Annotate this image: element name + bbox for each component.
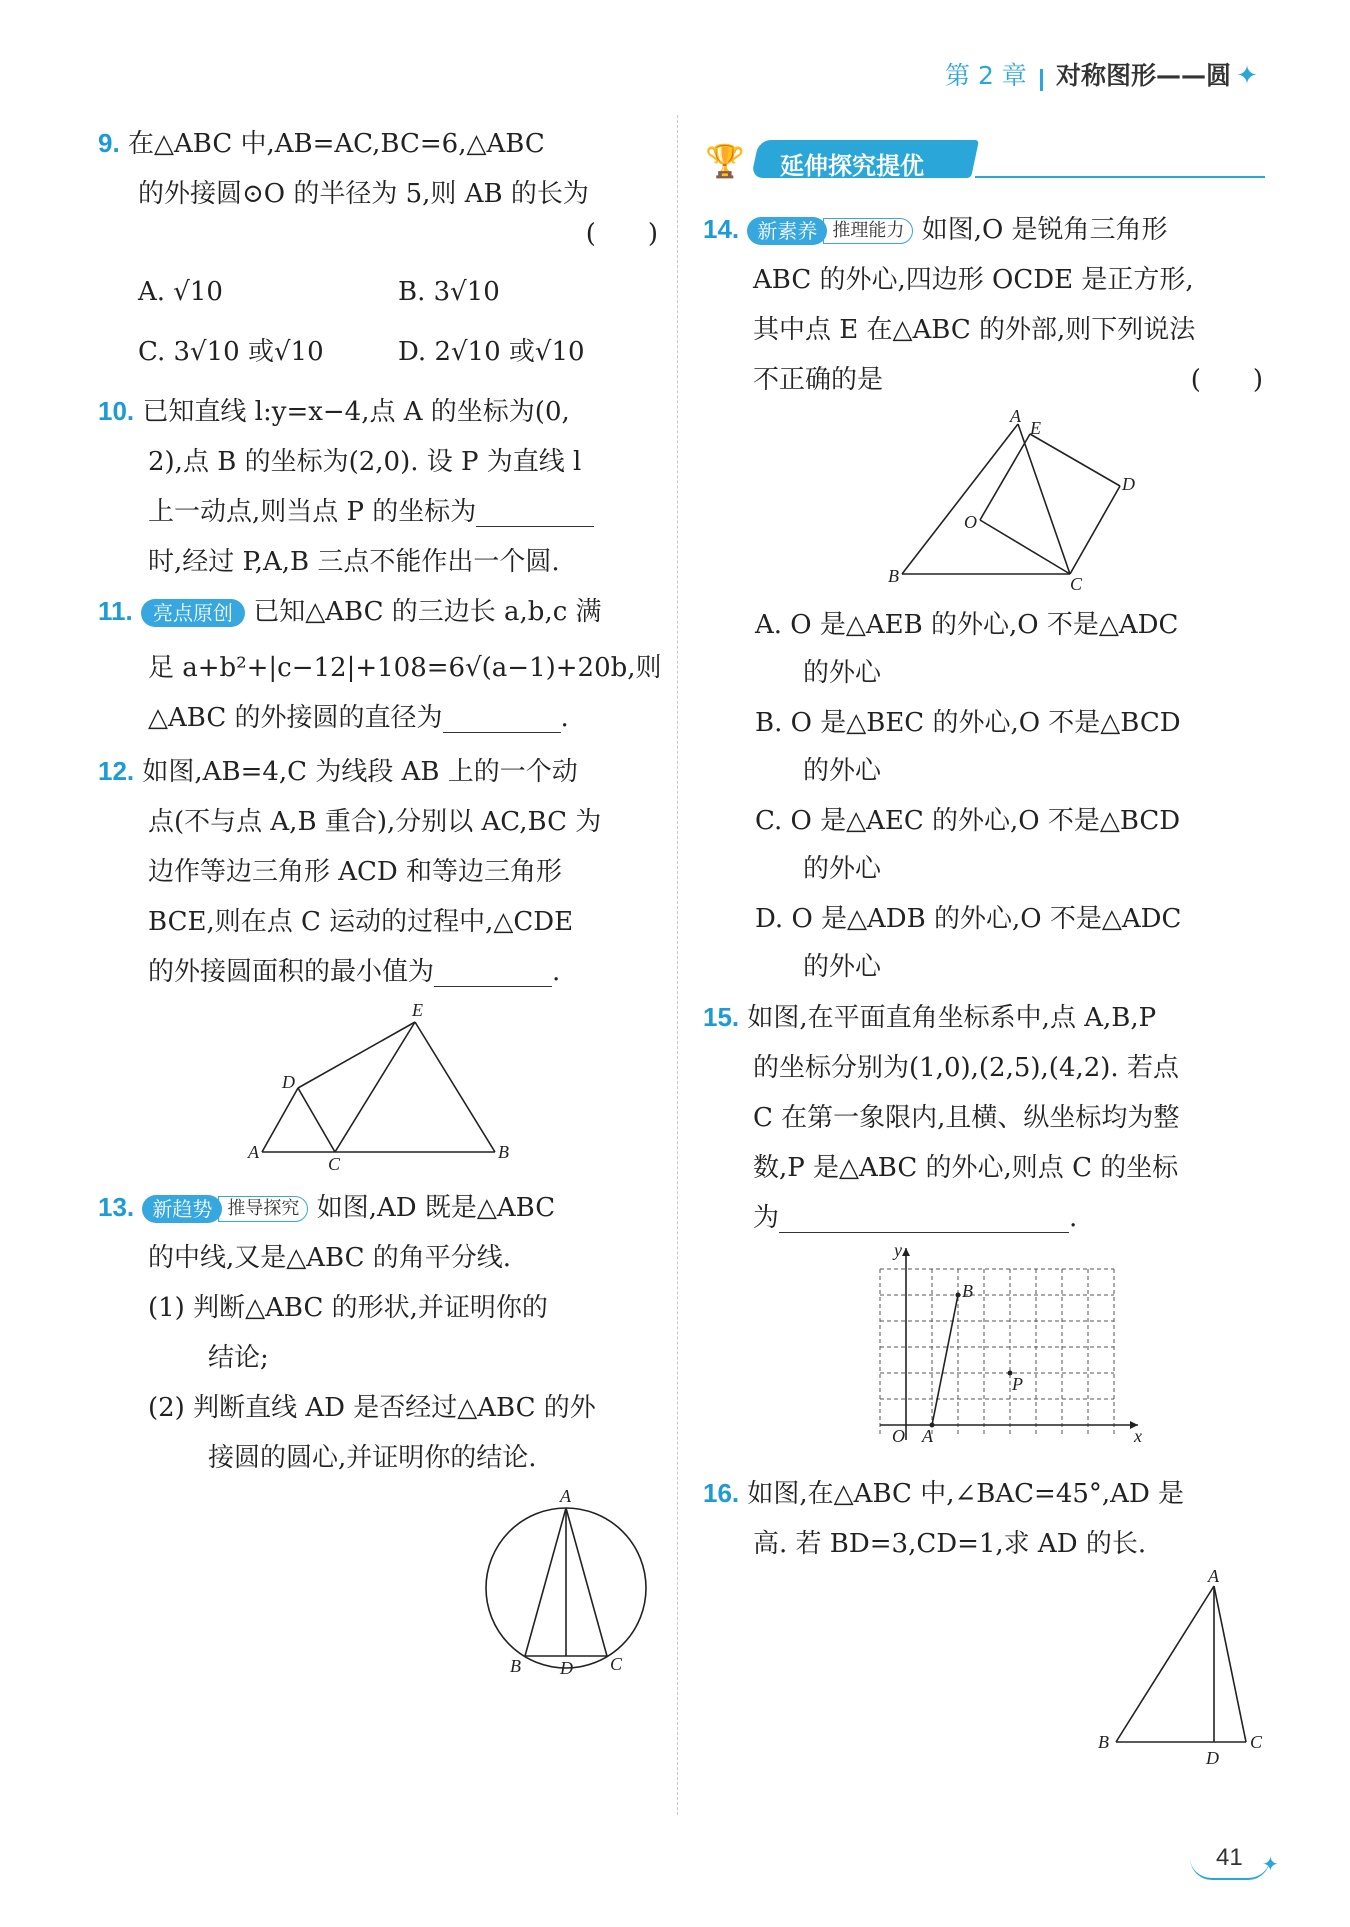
segment-de bbox=[298, 1022, 415, 1088]
answer-blank[interactable] bbox=[476, 502, 594, 527]
star-icon: ✦ bbox=[1236, 61, 1258, 91]
question-text: 上一动点,则当点 P 的坐标为 bbox=[148, 497, 477, 527]
option-c: 的外心 bbox=[803, 854, 882, 884]
label-e: E bbox=[1030, 418, 1041, 438]
question-text: 的坐标分别为(1,0),(2,5),(4,2). 若点 bbox=[753, 1053, 1179, 1083]
option-b: 的外心 bbox=[803, 756, 882, 786]
question-14-options bbox=[755, 610, 1275, 982]
star-icon: ✦ bbox=[1262, 1852, 1279, 1876]
page-number-box bbox=[1190, 1840, 1280, 1880]
tag-new-literacy: 新素养 bbox=[747, 217, 827, 245]
label-b: B bbox=[962, 1281, 973, 1301]
label-o: O bbox=[964, 512, 977, 532]
question-text: 的中线,又是△ABC 的角平分线. bbox=[148, 1243, 512, 1273]
label-d: D bbox=[560, 1658, 573, 1676]
segment-ac bbox=[1214, 1586, 1246, 1742]
label-c: C bbox=[1250, 1732, 1263, 1752]
point-b bbox=[956, 1293, 961, 1298]
segment-eb bbox=[415, 1022, 495, 1152]
question-text: 时,经过 P,A,B 三点不能作出一个圆. bbox=[148, 547, 560, 577]
option-d: D. 2√10 或√10 bbox=[398, 337, 585, 367]
segment-ad bbox=[262, 1088, 298, 1152]
label-d: D bbox=[1206, 1748, 1219, 1768]
figure-q13 bbox=[478, 1488, 658, 1676]
question-text: 在△ABC 中,AB=AC,BC=6,△ABC bbox=[127, 129, 545, 159]
segment-ab bbox=[1116, 1586, 1214, 1742]
question-number: 15. bbox=[703, 1002, 740, 1032]
chapter-title: 对称图形——圆 bbox=[1056, 61, 1232, 90]
label-e: E bbox=[412, 1000, 423, 1020]
question-number: 14. bbox=[703, 214, 740, 244]
question-text: 足 a+b²+|c−12|+108=6√(a−1)+20b,则 bbox=[148, 653, 662, 683]
label-c: C bbox=[610, 1654, 623, 1674]
question-text: 如图,在平面直角坐标系中,点 A,B,P bbox=[747, 1003, 1157, 1033]
question-text: 如图,O 是锐角三角形 bbox=[921, 215, 1168, 245]
label-d: D bbox=[1122, 474, 1135, 494]
tag-reasoning: 推理能力 bbox=[823, 218, 913, 244]
label-a: A bbox=[922, 1426, 933, 1446]
segment-eo bbox=[980, 434, 1030, 520]
option-a: 的外心 bbox=[803, 658, 882, 688]
label-o: O bbox=[892, 1426, 905, 1446]
figure-q15 bbox=[870, 1240, 1150, 1450]
option-d: 的外心 bbox=[803, 952, 882, 982]
option-c: C. 3√10 或√10 bbox=[138, 337, 324, 367]
question-text: 数,P 是△ABC 的外心,则点 C 的坐标 bbox=[753, 1153, 1179, 1183]
figure-q14 bbox=[880, 410, 1140, 600]
label-b: B bbox=[888, 566, 899, 586]
question-text: 如图,在△ABC 中,∠BAC=45°,AD 是 bbox=[747, 1479, 1185, 1509]
section-banner bbox=[705, 138, 1265, 182]
sub-question-1: 结论; bbox=[208, 1343, 269, 1373]
question-text: 点(不与点 A,B 重合),分别以 AC,BC 为 bbox=[148, 807, 602, 837]
page-number: 41 bbox=[1216, 1844, 1243, 1871]
question-16 bbox=[703, 1478, 1273, 1559]
question-text: 如图,AD 既是△ABC bbox=[316, 1193, 556, 1223]
column-divider bbox=[677, 115, 678, 1815]
question-number: 11. bbox=[98, 596, 133, 626]
figure-q16 bbox=[1090, 1570, 1270, 1770]
question-number: 16. bbox=[703, 1478, 740, 1508]
label-d: D bbox=[282, 1072, 295, 1092]
question-9 bbox=[98, 128, 658, 367]
sub-question-2: (2) 判断直线 AD 是否经过△ABC 的外 bbox=[148, 1393, 596, 1423]
question-text: C 在第一象限内,且横、纵坐标均为整 bbox=[753, 1103, 1180, 1133]
question-text: 的外接圆面积的最小值为 bbox=[148, 957, 435, 987]
grid-lines bbox=[880, 1269, 1114, 1437]
label-b: B bbox=[1098, 1732, 1109, 1752]
label-b: B bbox=[498, 1142, 509, 1162]
question-number: 12. bbox=[98, 756, 135, 786]
figure-q12 bbox=[240, 1000, 530, 1170]
y-axis-arrow bbox=[902, 1248, 910, 1256]
label-a: A bbox=[248, 1142, 259, 1162]
question-number: 10. bbox=[98, 396, 135, 426]
segment-ab bbox=[902, 424, 1018, 574]
section-underline bbox=[975, 176, 1265, 178]
label-a: A bbox=[560, 1488, 571, 1506]
header-separator bbox=[1040, 69, 1043, 91]
option-a: A. O 是△AEB 的外心,O 不是△ADC bbox=[755, 610, 1179, 640]
sub-question-1: (1) 判断△ABC 的形状,并证明你的 bbox=[148, 1293, 548, 1323]
question-13 bbox=[98, 1192, 668, 1473]
question-text: 高. 若 BD=3,CD=1,求 AD 的长. bbox=[753, 1529, 1147, 1559]
option-b: B. 3√10 bbox=[398, 277, 500, 307]
label-y: y bbox=[894, 1240, 902, 1260]
label-c: C bbox=[328, 1154, 341, 1170]
question-number: 13. bbox=[98, 1192, 135, 1222]
answer-bracket: ( ) bbox=[585, 219, 658, 249]
label-x: x bbox=[1134, 1426, 1142, 1446]
tag-derive: 推导探究 bbox=[218, 1196, 308, 1222]
page-number-arc bbox=[1190, 1858, 1270, 1880]
question-text: 已知直线 l:y=x−4,点 A 的坐标为(0, bbox=[142, 397, 570, 427]
tag-original: 亮点原创 bbox=[141, 599, 245, 627]
segment-ac bbox=[566, 1508, 607, 1656]
question-text: 其中点 E 在△ABC 的外部,则下列说法 bbox=[753, 315, 1196, 345]
segment-ce bbox=[335, 1022, 415, 1152]
label-b: B bbox=[510, 1656, 521, 1676]
label-p: P bbox=[1012, 1374, 1023, 1394]
option-a: A. √10 bbox=[138, 277, 223, 307]
question-text: BCE,则在点 C 运动的过程中,△CDE bbox=[148, 907, 574, 937]
question-text: 为 bbox=[753, 1203, 780, 1233]
question-14 bbox=[703, 214, 1273, 395]
question-text: △ABC 的外接圆的直径为 bbox=[148, 703, 443, 733]
answer-blank[interactable] bbox=[434, 962, 552, 987]
segment-de bbox=[1030, 434, 1120, 486]
question-text: 边作等边三角形 ACD 和等边三角形 bbox=[148, 857, 563, 887]
segment-ac bbox=[1018, 424, 1070, 574]
tag-new-trend: 新趋势 bbox=[142, 1195, 222, 1223]
segment-cd bbox=[1070, 486, 1120, 574]
question-text: 2),点 B 的坐标为(2,0). 设 P 为直线 l bbox=[148, 447, 582, 477]
question-text: 如图,AB=4,C 为线段 AB 上的一个动 bbox=[142, 757, 578, 787]
label-a: A bbox=[1208, 1570, 1219, 1586]
sub-question-2: 接圆的圆心,并证明你的结论. bbox=[208, 1443, 537, 1473]
section-title: 延伸探究提优 bbox=[780, 152, 924, 180]
question-text: 的外接圆⊙O 的半径为 5,则 AB 的长为 bbox=[138, 179, 589, 209]
answer-blank[interactable] bbox=[779, 1208, 1069, 1233]
segment-ab bbox=[932, 1295, 958, 1425]
question-10 bbox=[98, 396, 668, 577]
question-text: ABC 的外心,四边形 OCDE 是正方形, bbox=[753, 265, 1194, 295]
trophy-icon: 🏆 bbox=[705, 142, 745, 180]
question-text: 已知△ABC 的三边长 a,b,c 满 bbox=[253, 597, 602, 627]
label-c: C bbox=[1070, 574, 1083, 594]
option-d: D. O 是△ADB 的外心,O 不是△ADC bbox=[755, 904, 1182, 934]
page-header bbox=[945, 56, 1258, 92]
question-11: 11. 亮点原创 已知△ABC 的三边长 a,b,c 满 足 a+b²+|c−12|+108=6√(a−1)+20b,则 △ABC 的外接圆的直径为 . bbox=[98, 596, 668, 733]
option-b: B. O 是△BEC 的外心,O 不是△BCD bbox=[755, 708, 1181, 738]
segment-ab bbox=[525, 1508, 566, 1656]
segment-oc bbox=[980, 520, 1070, 574]
answer-blank[interactable] bbox=[443, 708, 561, 733]
question-number: 9. bbox=[98, 128, 120, 158]
chapter-label: 第 2 章 bbox=[945, 61, 1027, 90]
answer-bracket: ( ) bbox=[1190, 365, 1263, 395]
segment-dc bbox=[298, 1088, 335, 1152]
label-a: A bbox=[1010, 410, 1021, 426]
option-c: C. O 是△AEC 的外心,O 不是△BCD bbox=[755, 806, 1181, 836]
question-text: 不正确的是 bbox=[753, 365, 884, 395]
question-12: 12. 如图,AB=4,C 为线段 AB 上的一个动 点(不与点 A,B 重合),分别以 AC,BC 为 边作等边三角形 ACD 和等边三角形 BCE,则在点 C 运动的过程中,△CDE 的外接圆面积的最小值为 . bbox=[98, 756, 668, 987]
question-15: 15. 如图,在平面直角坐标系中,点 A,B,P 的坐标分别为(1,0),(2,5),(4,2). 若点 C 在第一象限内,且横、纵坐标均为整 数,P 是△ABC 的外心,则点 C 的坐标 为 . bbox=[703, 1002, 1273, 1233]
